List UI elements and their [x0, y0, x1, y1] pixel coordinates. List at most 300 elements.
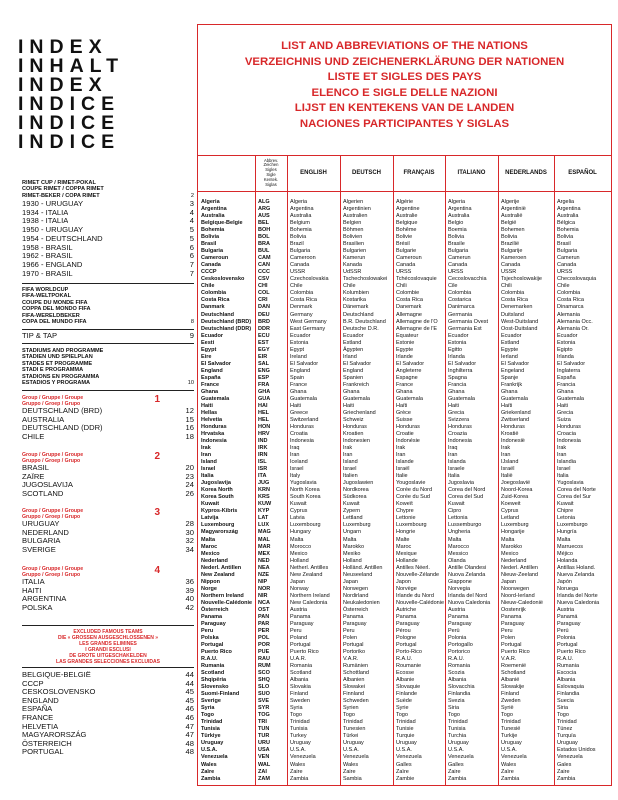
table-cell: Malta: [343, 536, 357, 543]
table-cell: Cecoslovacchia: [448, 276, 487, 283]
abbrev-header-line: Sigle: [266, 172, 276, 177]
table-cell: Australia: [448, 213, 470, 220]
table-cell: Holland: [290, 557, 309, 564]
entry-page: 30: [185, 527, 194, 537]
nations-panel: [197, 24, 612, 786]
table-cell: Böhmen: [343, 227, 364, 234]
table-cell: Algeria: [290, 199, 308, 205]
table-cell: Korea North: [201, 487, 233, 494]
table-cell: Albania: [448, 677, 467, 684]
table-cell: Canada: [557, 262, 577, 269]
table-cell: SAL: [258, 360, 269, 367]
table-cell: SVE: [258, 698, 270, 705]
table-cell: Corea del Sud: [448, 494, 484, 501]
table-cell: Estonie: [396, 339, 415, 346]
table-cell: Hellas: [201, 409, 218, 416]
table-cell: Uruguay: [448, 740, 469, 747]
group-label-line: Gruppo / Groep / Grupo: [22, 514, 81, 520]
table-cell: France: [201, 381, 220, 388]
table-cell: Porto-Rico: [396, 649, 422, 655]
heading-line: NACIONES PARTICIPANTES Y SIGLAS: [299, 117, 510, 130]
table-cell: Iraq: [290, 445, 300, 452]
table-cell: Guatemala: [201, 395, 230, 402]
table-cell: Letonia: [557, 515, 576, 522]
table-cell: Panamá: [557, 613, 578, 620]
table-cell: Venezuela: [396, 754, 422, 761]
entry-label: URUGUAY: [22, 519, 60, 528]
table-cell: Wales: [501, 761, 517, 768]
table-cell: ENG: [258, 367, 270, 374]
table-cell: Chile: [343, 283, 356, 290]
table-cell: Irlanda del Norte: [557, 592, 598, 599]
table-cell: Ghana: [557, 388, 574, 395]
table-cell: MAL: [258, 536, 270, 543]
table-cell: BEL: [258, 220, 269, 227]
table-cell: Bulgarie: [396, 248, 417, 255]
table-cell: Syria: [201, 705, 215, 712]
table-cell: Suède: [396, 698, 412, 705]
table-cell: U.S.A.: [290, 747, 306, 754]
table-cell: PAN: [258, 613, 270, 620]
table-cell: Nederl. Antillen: [201, 564, 242, 571]
group-team-entry: [22, 424, 194, 433]
table-cell: Oostenrijk: [501, 606, 526, 613]
table-cell: Panama: [448, 613, 469, 620]
table-cell: Australie: [396, 213, 418, 220]
table-cell: Algérie: [396, 199, 414, 205]
table-cell: Australia: [290, 213, 312, 220]
table-cell: Panama: [501, 613, 522, 620]
table-cell: Argentina: [448, 206, 472, 213]
table-cell: R.A.U.: [557, 656, 574, 663]
table-cell: Zambie: [396, 775, 415, 782]
table-cell: Scotland: [290, 670, 312, 677]
table-cell: Hrvatska: [201, 431, 225, 438]
divider: [22, 283, 194, 284]
table-cell: Danmark: [201, 304, 225, 311]
table-cell: Paraguay: [448, 620, 472, 627]
table-cell: U.S.A.: [501, 747, 517, 754]
table-cell: Ägypten: [343, 346, 364, 353]
table-cell: POR: [258, 641, 270, 648]
entry-label: POLSKA: [22, 602, 53, 612]
table-cell: France: [290, 381, 308, 388]
table-cell: Panama: [290, 613, 311, 620]
table-cell: PER: [258, 627, 270, 634]
cup-entry: [22, 252, 194, 261]
table-cell: Grecia: [448, 409, 465, 416]
table-column: [290, 199, 339, 783]
table-cell: Israele: [448, 466, 465, 473]
table-cell: Galles: [448, 761, 464, 768]
table-cell: Rumania: [201, 663, 225, 670]
table-cell: SCO: [258, 670, 270, 677]
table-cell: Noord-Korea: [501, 487, 533, 494]
table-cell: Estland: [343, 339, 362, 346]
table-cell: Costa Rica: [396, 297, 423, 304]
table-cell: Lettland: [343, 515, 363, 522]
table-cell: Venezuela: [201, 754, 228, 761]
table-cell: Zaïre: [201, 768, 215, 775]
table-cell: POL: [258, 634, 270, 641]
table-cell: EST: [258, 339, 269, 346]
index-titles: [18, 38, 188, 152]
column-header: NEDERLANDS: [505, 170, 547, 176]
entry-label: FIFA-WERELDBEKER: [22, 312, 80, 319]
table-cell: Neuseeland: [343, 571, 373, 578]
table-cell: Bolivien: [343, 234, 363, 241]
table-cell: Peru: [201, 627, 214, 634]
table-cell: Francia: [448, 381, 467, 388]
table-cell: Zaire: [557, 768, 570, 775]
table-cell: Olanda: [448, 557, 466, 564]
table-cell: Germania: [448, 311, 473, 318]
table-cell: Finland: [290, 691, 309, 698]
table-cell: Bulgaria: [448, 248, 469, 255]
table-cell: Estados Unidos: [557, 747, 596, 754]
table-cell: Iran: [448, 452, 458, 459]
table-cell: Albanie: [396, 677, 415, 684]
entry-page: 39: [185, 585, 194, 595]
table-cell: Togo: [557, 712, 569, 719]
table-cell: Haiti: [201, 402, 213, 409]
table-cell: Uruguay: [201, 740, 224, 747]
table-cell: Canada: [201, 262, 221, 269]
entry-page: 6: [189, 242, 194, 252]
table-cell: U.S.A.: [396, 747, 412, 754]
excluded-team-entry: [22, 748, 194, 757]
group-team-entry: [22, 546, 194, 555]
table-cell: Ireland: [290, 353, 307, 360]
table-cell: Nederl. Antillen: [501, 564, 538, 571]
group-team-entry: [22, 578, 194, 587]
entry-page: 12: [185, 406, 194, 415]
table-cell: Croacia: [557, 431, 576, 438]
table-cell: Estonia: [290, 339, 309, 346]
table-cell: Polonia: [448, 634, 467, 641]
table-cell: Polonia: [557, 634, 576, 641]
divider: [22, 625, 194, 626]
table-cell: England: [290, 367, 311, 374]
table-cell: Iran: [557, 452, 567, 459]
table-cell: Syrien: [343, 705, 359, 712]
table-cell: Bolivia: [448, 234, 465, 241]
table-cell: Guatemala: [448, 395, 475, 402]
table-cell: Germania Ovest: [448, 318, 489, 325]
table-cell: Maroc: [201, 543, 218, 550]
table-cell: Haiti: [557, 402, 569, 409]
table-cell: URSS: [448, 269, 464, 276]
cup-entry: [22, 200, 194, 209]
table-cell: Antille Olandesi: [448, 564, 487, 571]
table-cell: Wales: [290, 761, 306, 768]
table-cell: Portorico: [448, 649, 471, 655]
excluded-list: [22, 671, 194, 757]
table-cell: Denmark: [290, 304, 313, 311]
column-header: ITALIANO: [457, 170, 486, 176]
table-cell: North Korea: [290, 487, 320, 494]
table-cell: El Salvador: [396, 360, 425, 367]
table-cell: Indonesia: [201, 438, 227, 445]
table-cell: Austria: [557, 606, 575, 613]
table-cell: Checoslovaquia: [557, 276, 597, 283]
table-cell: Südkorea: [343, 494, 367, 501]
table-cell: Northern Ireland: [290, 592, 330, 599]
table-cell: IJsland: [501, 459, 519, 466]
table-cell: Finnland: [343, 691, 365, 698]
table-cell: Kuwait: [343, 501, 360, 508]
divider: [22, 343, 194, 344]
index-title: INDICE: [18, 93, 121, 115]
table-cell: Italië: [501, 473, 513, 480]
table-cell: Spagna: [448, 374, 467, 381]
table-cell: Argentina: [557, 206, 581, 213]
table-cell: Albanië: [501, 677, 520, 684]
entry-page: 6: [189, 251, 194, 261]
table-cell: El Salvador: [557, 360, 586, 367]
table-cell: GHA: [258, 388, 271, 395]
table-cell: Nueva Zelanda: [557, 571, 595, 578]
table-cell: Grèce: [396, 409, 411, 416]
table-cell: Norwegen: [343, 585, 369, 592]
table-cell: Denemarken: [501, 304, 533, 311]
entry-label: FIFA WORLDCUP: [22, 287, 69, 293]
excluded-line: DE GROTE UITGESCHAKELDEN: [69, 652, 147, 659]
entry-page: 4: [189, 207, 194, 217]
table-cell: Puerto Rico: [290, 649, 319, 655]
table-cell: Australia: [557, 213, 579, 220]
entry-label: ESPAÑA: [22, 704, 53, 714]
table-cell: Suecia: [557, 698, 574, 705]
table-cell: DEU: [258, 311, 270, 318]
table-cell: Algeria: [448, 199, 466, 205]
table-cell: Malte: [396, 536, 410, 543]
table-cell: Portugal: [396, 641, 417, 648]
table-cell: Autriche: [396, 606, 417, 613]
entry-label: HELVETIA: [22, 721, 59, 731]
table-cell: East Germany: [290, 325, 326, 332]
table-cell: El Salvador: [343, 360, 372, 367]
nations-table: [198, 155, 611, 785]
table-cell: Spanien: [343, 374, 364, 381]
table-cell: Algeria: [201, 199, 220, 205]
table-cell: Japon: [396, 578, 411, 585]
table-cell: ISR: [258, 466, 268, 473]
table-cell: Francia: [557, 381, 576, 388]
table-cell: Schweiz: [343, 416, 364, 423]
table-cell: Frankrijk: [501, 381, 523, 388]
table-cell: Luxemburgo: [557, 522, 588, 529]
table-cell: Shqipëria: [201, 677, 227, 684]
table-cell: England: [201, 367, 223, 374]
table-cell: Czechoslovakia: [290, 276, 329, 283]
table-cell: Ecuador: [201, 332, 224, 339]
table-cell: Cameroun: [201, 255, 229, 262]
entry-label: STADES ET PROGRAMME: [22, 360, 93, 367]
table-cell: GUA: [258, 395, 271, 402]
table-cell: Morocco: [290, 543, 312, 550]
entry-page: 40: [185, 594, 194, 604]
table-cell: Venezuela: [557, 754, 583, 761]
table-rule: [198, 191, 611, 192]
table-cell: Nordkorea: [343, 487, 369, 494]
table-cell: Colombia: [501, 290, 525, 297]
table-cell: Trinidad: [201, 719, 223, 726]
cup-entry: [22, 270, 194, 279]
table-cell: ECU: [258, 332, 270, 339]
table-cell: Dinamarca: [557, 304, 584, 311]
table-cell: Hongarije: [501, 529, 525, 536]
excluded-heading: [22, 630, 194, 665]
table-cell: Österreich: [201, 606, 229, 613]
table-cell: Uruguay: [501, 740, 522, 747]
entry-label: ENGLAND: [22, 695, 59, 705]
table-cell: Norvège: [396, 585, 417, 592]
table-cell: Albania: [557, 677, 576, 684]
group-label-line: Group / Gruppe / Groupe: [22, 395, 84, 401]
table-cell: Venezuela: [343, 754, 369, 761]
table-cell: Estland: [501, 339, 520, 346]
table-cell: Argentine: [396, 206, 420, 213]
table-cell: USSR: [290, 269, 306, 276]
table-cell: Honduras: [448, 424, 472, 430]
table-cell: Deutschland (BRD): [201, 318, 252, 325]
table-cell: Ecuador: [557, 332, 578, 339]
table-cell: HEL: [258, 416, 269, 423]
table-cell: Ceskoslovensko: [201, 276, 245, 283]
table-cell: Deutschland (DDR): [201, 325, 252, 332]
table-cell: España: [557, 374, 576, 381]
table-cell: Perù: [448, 627, 460, 634]
table-cell: URSS: [557, 269, 573, 276]
table-cell: Messico: [448, 550, 469, 557]
table-cell: HAI: [258, 402, 268, 409]
table-cell: Mexico: [501, 550, 519, 557]
table-cell: Cameroon: [290, 255, 316, 262]
table-cell: Luxembourg: [290, 522, 321, 529]
table-cell: Iran: [396, 452, 406, 459]
table-cell: Romania: [290, 663, 313, 670]
table-cell: Iran: [343, 452, 353, 459]
table-cell: Brazilië: [501, 241, 520, 248]
table-cell: Suiza: [557, 416, 571, 423]
table-cell: Zambia: [501, 775, 520, 782]
table-cell: Ghana: [343, 388, 360, 395]
table-cell: New Zealand: [290, 571, 323, 578]
table-cell: Portugal: [557, 641, 578, 648]
table-cell: Svezia: [448, 698, 465, 705]
entry-label: COPA DEL MUNDO FIFA: [22, 319, 87, 326]
table-cell: Chile: [290, 283, 303, 290]
entry-label: 1934 - ITALIA: [22, 208, 69, 217]
table-cell: Nordirland: [343, 592, 369, 599]
table-cell: Trinidad: [343, 719, 363, 726]
rimet-section: RIMET CUP / RIMET-POKAL COUPE RIMET / COPPA RIMET RIMET-BEKER / COPA RIMET 2: [22, 180, 194, 199]
table-cell: Bulgarien: [343, 248, 367, 255]
table-cell: Tchécoslovaquie: [396, 276, 437, 283]
table-cell: Ungarn: [343, 529, 362, 536]
table-cell: Portugal: [343, 641, 364, 648]
table-cell: Costarica: [448, 297, 472, 304]
table-cell: Corea del Norte: [557, 487, 596, 494]
table-cell: KUW: [258, 501, 272, 508]
table-cell: CHI: [258, 283, 268, 290]
table-cell: Koeweit: [501, 501, 521, 508]
table-cell: Canada: [501, 262, 521, 269]
table-cell: Bélgica: [557, 220, 576, 227]
table-cell: R.A.U.: [201, 656, 218, 663]
table-cell: Germania Est: [448, 325, 482, 332]
table-cell: Germany: [290, 311, 313, 318]
table-cell: Portugal: [201, 641, 224, 648]
table-cell: Suomi-Finland: [201, 691, 240, 698]
table-cell: Belgio: [448, 220, 464, 227]
table-cell: Argelia: [557, 199, 575, 205]
table-cell: Guatemala: [343, 395, 370, 402]
table-cell: Kuwait: [557, 501, 574, 508]
table-cell: HRV: [258, 431, 270, 438]
table-cell: Venezuela: [448, 754, 474, 761]
table-cell: Zambia: [557, 775, 576, 782]
table-cell: Suisse: [396, 416, 413, 423]
table-cell: Paraguay: [290, 620, 314, 627]
column-divider: [445, 155, 446, 785]
table-cell: Kypros-Kibris: [201, 508, 238, 515]
entry-page: 5: [189, 225, 194, 235]
table-cell: Brésil: [396, 241, 410, 248]
entry-page: 44: [185, 678, 194, 688]
group-label-line: Gruppo / Groep / Grupo: [22, 572, 81, 578]
table-cell: Argentinien: [343, 206, 371, 213]
cup-entry: [22, 217, 194, 226]
table-cell: EGY: [258, 346, 270, 353]
table-cell: Cameroun: [396, 255, 422, 262]
table-cell: Bolivia: [290, 234, 307, 241]
table-column: [201, 199, 254, 783]
table-cell: Ghana: [201, 388, 219, 395]
table-cell: Slovensko: [201, 684, 229, 691]
table-cell: Peru: [501, 627, 513, 634]
table-cell: Island: [201, 459, 217, 466]
table-cell: Lettonie: [396, 515, 416, 522]
table-cell: Letland: [501, 515, 520, 522]
table-cell: HEL: [258, 409, 269, 416]
table-cell: EIR: [258, 353, 268, 360]
tip-section: TIP & TAP 9: [22, 331, 194, 340]
table-cell: Hungría: [557, 529, 577, 536]
table-cell: V.A.R.: [501, 656, 517, 663]
table-cell: Magyarország: [201, 529, 238, 536]
group-label-line: Gruppo / Groep / Grupo: [22, 401, 81, 407]
entry-label: 1966 - ENGLAND: [22, 260, 83, 269]
table-cell: Nuova Zelanda: [448, 571, 486, 578]
table-cell: Zaire: [343, 768, 356, 775]
table-cell: Bulgaria: [201, 248, 224, 255]
table-cell: Slovacchia: [448, 684, 475, 691]
group-label-line: Group / Gruppe / Groupe: [22, 508, 84, 514]
table-cell: Chipre: [557, 508, 574, 515]
table-cell: VEN: [258, 754, 270, 761]
table-cell: Bolivia: [201, 234, 220, 241]
table-cell: DDR: [258, 325, 270, 332]
table-cell: Haïti: [396, 402, 408, 409]
table-cell: Antilles Néerl.: [396, 564, 430, 571]
table-cell: Belgique: [396, 220, 418, 227]
table-cell: Israel: [343, 466, 357, 473]
table-cell: Colombia: [290, 290, 314, 297]
table-cell: SYR: [258, 705, 270, 712]
table-cell: Zaire: [290, 768, 303, 775]
